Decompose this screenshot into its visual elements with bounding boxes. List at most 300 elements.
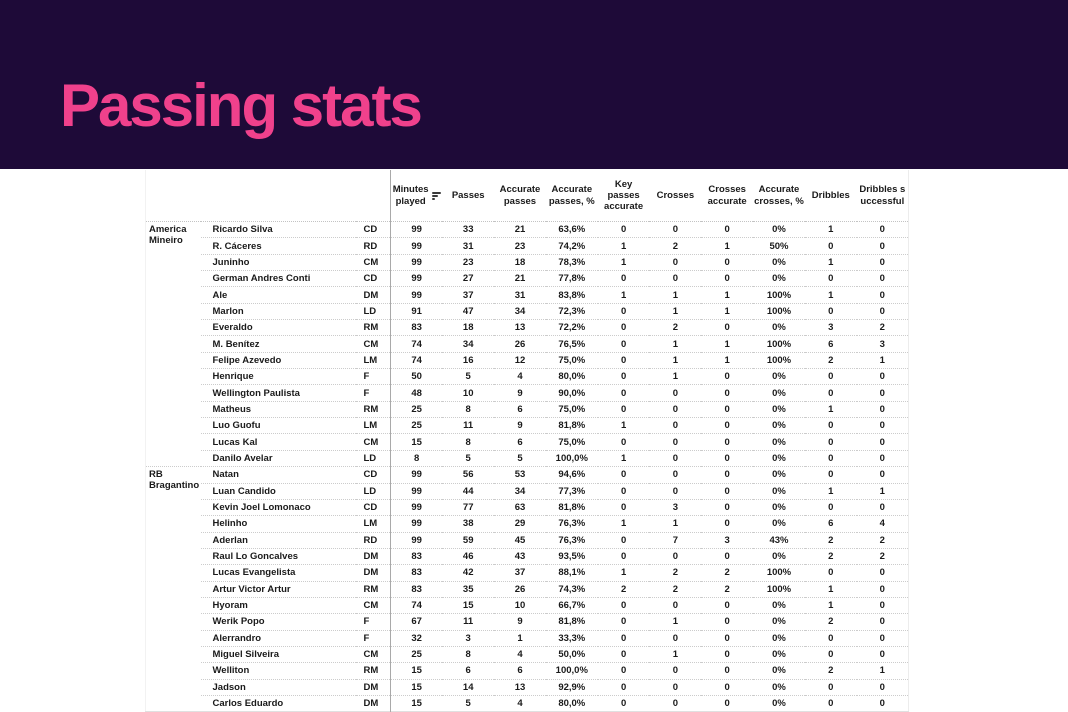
stat-passes: 31 [442, 238, 494, 254]
player-name: Werik Popo [201, 614, 356, 630]
stat-minutes-played: 15 [391, 663, 443, 679]
stat-crosses: 0 [649, 467, 701, 483]
stat-accurate-passes: 23 [494, 238, 546, 254]
table-row [146, 499, 909, 515]
player-position: DM [356, 565, 391, 581]
column-header-minutes-played[interactable] [391, 170, 443, 222]
stat-passes: 42 [442, 565, 494, 581]
stat-minutes-played: 15 [391, 434, 443, 450]
player-position: CM [356, 254, 391, 270]
stat-dribbles-successful: 0 [857, 254, 909, 270]
stat-accurate-passes: 50,0% [546, 646, 598, 662]
stat-passes: 5 [442, 369, 494, 385]
stat-accurate-crosses: 100% [753, 336, 805, 352]
page-title: Passing stats [60, 72, 421, 139]
stat-dribbles: 0 [805, 418, 857, 434]
stat-dribbles: 0 [805, 450, 857, 466]
stat-dribbles: 2 [805, 548, 857, 564]
player-name: German Andres Conti [201, 271, 356, 287]
stat-accurate-passes: 13 [494, 320, 546, 336]
stat-passes: 11 [442, 614, 494, 630]
stat-accurate-passes: 100,0% [546, 450, 598, 466]
stat-key-passes-accurate: 0 [598, 663, 650, 679]
stat-dribbles: 1 [805, 401, 857, 417]
stat-key-passes-accurate: 0 [598, 303, 650, 319]
player-position: RD [356, 532, 391, 548]
stat-dribbles-successful: 0 [857, 597, 909, 613]
stat-accurate-passes: 26 [494, 336, 546, 352]
stat-accurate-crosses: 43% [753, 532, 805, 548]
table-row [146, 532, 909, 548]
stat-dribbles: 1 [805, 597, 857, 613]
stat-dribbles-successful: 0 [857, 614, 909, 630]
player-name: Henrique [201, 369, 356, 385]
stat-accurate-passes: 88,1% [546, 565, 598, 581]
player-name: Juninho [201, 254, 356, 270]
stat-accurate-passes: 100,0% [546, 663, 598, 679]
stat-accurate-passes: 76,3% [546, 516, 598, 532]
table-row [146, 565, 909, 581]
player-position: CD [356, 499, 391, 515]
stat-minutes-played: 99 [391, 467, 443, 483]
player-position: DM [356, 679, 391, 695]
stat-accurate-passes: 94,6% [546, 467, 598, 483]
stat-dribbles-successful: 1 [857, 352, 909, 368]
stat-minutes-played: 25 [391, 401, 443, 417]
stat-accurate-passes: 21 [494, 271, 546, 287]
player-name: Alerrandro [201, 630, 356, 646]
stat-accurate-passes: 81,8% [546, 499, 598, 515]
banner [0, 0, 1068, 169]
stat-accurate-passes: 72,2% [546, 320, 598, 336]
stat-key-passes-accurate: 0 [598, 467, 650, 483]
stat-accurate-passes: 77,8% [546, 271, 598, 287]
stat-crosses-accurate: 1 [701, 238, 753, 254]
stat-dribbles: 1 [805, 222, 857, 238]
stat-key-passes-accurate: 0 [598, 222, 650, 238]
stat-accurate-passes: 6 [494, 401, 546, 417]
stat-minutes-played: 74 [391, 336, 443, 352]
table-row [146, 483, 909, 499]
stat-accurate-crosses: 0% [753, 663, 805, 679]
stat-minutes-played: 99 [391, 271, 443, 287]
stat-key-passes-accurate: 1 [598, 287, 650, 303]
stat-passes: 33 [442, 222, 494, 238]
player-name: Marlon [201, 303, 356, 319]
stat-passes: 23 [442, 254, 494, 270]
stat-dribbles-successful: 2 [857, 548, 909, 564]
stat-accurate-passes: 13 [494, 679, 546, 695]
stat-dribbles: 6 [805, 336, 857, 352]
stat-crosses: 0 [649, 695, 701, 711]
stat-passes: 14 [442, 679, 494, 695]
stat-dribbles: 0 [805, 369, 857, 385]
stat-minutes-played: 74 [391, 352, 443, 368]
stat-key-passes-accurate: 0 [598, 499, 650, 515]
stat-key-passes-accurate: 1 [598, 450, 650, 466]
stat-accurate-passes: 4 [494, 695, 546, 711]
stat-dribbles-successful: 1 [857, 483, 909, 499]
stat-minutes-played: 99 [391, 499, 443, 515]
stat-accurate-crosses: 0% [753, 222, 805, 238]
stat-crosses-accurate: 0 [701, 369, 753, 385]
stat-key-passes-accurate: 0 [598, 271, 650, 287]
stat-accurate-crosses: 0% [753, 516, 805, 532]
stat-crosses-accurate: 0 [701, 254, 753, 270]
table-row [146, 548, 909, 564]
stat-dribbles-successful: 0 [857, 630, 909, 646]
stat-minutes-played: 99 [391, 222, 443, 238]
stat-accurate-passes: 31 [494, 287, 546, 303]
stat-crosses-accurate: 0 [701, 450, 753, 466]
stat-crosses: 0 [649, 548, 701, 564]
stat-crosses: 0 [649, 418, 701, 434]
stat-passes: 6 [442, 663, 494, 679]
player-name: Felipe Azevedo [201, 352, 356, 368]
stat-accurate-passes: 74,3% [546, 581, 598, 597]
column-header-crosses-accurate: Crosses accurate [701, 170, 753, 222]
stat-accurate-crosses: 0% [753, 679, 805, 695]
stat-passes: 8 [442, 401, 494, 417]
stat-minutes-played: 8 [391, 450, 443, 466]
stat-minutes-played: 48 [391, 385, 443, 401]
stat-key-passes-accurate: 0 [598, 630, 650, 646]
table-row [146, 320, 909, 336]
stat-dribbles-successful: 0 [857, 385, 909, 401]
player-name: Ricardo Silva [201, 222, 356, 238]
stat-dribbles: 2 [805, 663, 857, 679]
stat-dribbles-successful: 0 [857, 238, 909, 254]
stat-crosses: 1 [649, 369, 701, 385]
column-header-crosses: Crosses [649, 170, 701, 222]
stat-crosses: 1 [649, 352, 701, 368]
stat-accurate-passes: 9 [494, 385, 546, 401]
stat-passes: 16 [442, 352, 494, 368]
stat-key-passes-accurate: 1 [598, 418, 650, 434]
stat-dribbles-successful: 1 [857, 663, 909, 679]
stat-crosses-accurate: 0 [701, 483, 753, 499]
stat-dribbles: 0 [805, 303, 857, 319]
stat-accurate-crosses: 0% [753, 320, 805, 336]
player-position: F [356, 614, 391, 630]
player-position: RM [356, 581, 391, 597]
stat-accurate-passes: 75,0% [546, 434, 598, 450]
stat-key-passes-accurate: 0 [598, 369, 650, 385]
player-position: F [356, 369, 391, 385]
stat-dribbles: 0 [805, 271, 857, 287]
stat-accurate-passes: 90,0% [546, 385, 598, 401]
stat-key-passes-accurate: 0 [598, 434, 650, 450]
stat-dribbles: 1 [805, 287, 857, 303]
stat-crosses-accurate: 0 [701, 663, 753, 679]
player-position: DM [356, 548, 391, 564]
stat-accurate-crosses: 0% [753, 548, 805, 564]
player-name: Everaldo [201, 320, 356, 336]
stat-accurate-crosses: 100% [753, 565, 805, 581]
column-header-dribbles: Dribbles [805, 170, 857, 222]
table-row [146, 271, 909, 287]
player-position: CM [356, 434, 391, 450]
stat-crosses-accurate: 0 [701, 222, 753, 238]
stat-accurate-passes: 43 [494, 548, 546, 564]
stat-key-passes-accurate: 0 [598, 385, 650, 401]
stat-crosses: 0 [649, 450, 701, 466]
stat-accurate-crosses: 0% [753, 418, 805, 434]
stat-accurate-passes: 18 [494, 254, 546, 270]
stat-accurate-crosses: 0% [753, 271, 805, 287]
stat-key-passes-accurate: 0 [598, 401, 650, 417]
stat-dribbles: 2 [805, 352, 857, 368]
stat-dribbles: 6 [805, 516, 857, 532]
stat-passes: 18 [442, 320, 494, 336]
stat-key-passes-accurate: 0 [598, 320, 650, 336]
header-spacer-position [356, 170, 391, 222]
stat-crosses-accurate: 0 [701, 320, 753, 336]
player-name: Luan Candido [201, 483, 356, 499]
stat-crosses: 0 [649, 385, 701, 401]
stat-passes: 34 [442, 336, 494, 352]
column-header-accurate-crosses: Accurate crosses, % [753, 170, 805, 222]
stat-crosses: 0 [649, 434, 701, 450]
stat-crosses-accurate: 1 [701, 303, 753, 319]
stat-dribbles-successful: 2 [857, 320, 909, 336]
stat-accurate-passes: 29 [494, 516, 546, 532]
player-position: DM [356, 287, 391, 303]
sort-descending-icon[interactable] [432, 191, 441, 201]
stat-accurate-crosses: 0% [753, 450, 805, 466]
team-name: RB Bragantino [146, 467, 201, 712]
stat-accurate-crosses: 0% [753, 695, 805, 711]
stat-crosses-accurate: 0 [701, 516, 753, 532]
stat-crosses: 0 [649, 630, 701, 646]
stat-accurate-passes: 78,3% [546, 254, 598, 270]
passing-stats-table [145, 170, 909, 712]
player-name: Aderlan [201, 532, 356, 548]
stat-crosses: 0 [649, 483, 701, 499]
stat-key-passes-accurate: 1 [598, 254, 650, 270]
stat-dribbles-successful: 0 [857, 646, 909, 662]
stat-dribbles-successful: 4 [857, 516, 909, 532]
stat-crosses: 0 [649, 222, 701, 238]
header-spacer-team [146, 170, 201, 222]
stat-accurate-passes: 4 [494, 369, 546, 385]
stat-passes: 56 [442, 467, 494, 483]
stat-dribbles: 2 [805, 532, 857, 548]
stat-accurate-crosses: 100% [753, 352, 805, 368]
stat-passes: 59 [442, 532, 494, 548]
stat-minutes-played: 99 [391, 483, 443, 499]
stat-passes: 37 [442, 287, 494, 303]
stat-crosses: 3 [649, 499, 701, 515]
stat-accurate-passes: 26 [494, 581, 546, 597]
stat-dribbles-successful: 0 [857, 565, 909, 581]
stat-accurate-passes: 9 [494, 418, 546, 434]
stat-crosses-accurate: 0 [701, 271, 753, 287]
stat-key-passes-accurate: 0 [598, 597, 650, 613]
stat-crosses-accurate: 0 [701, 614, 753, 630]
stat-minutes-played: 91 [391, 303, 443, 319]
stats-table-container [145, 170, 909, 712]
stat-accurate-passes: 4 [494, 646, 546, 662]
table-row [146, 254, 909, 270]
column-header-dribbles-successful: Dribbles successful [857, 170, 909, 222]
player-position: DM [356, 695, 391, 711]
stat-crosses-accurate: 0 [701, 401, 753, 417]
stat-accurate-passes: 80,0% [546, 369, 598, 385]
stat-accurate-crosses: 50% [753, 238, 805, 254]
player-name: Matheus [201, 401, 356, 417]
table-row [146, 695, 909, 711]
stat-accurate-passes: 63,6% [546, 222, 598, 238]
stat-accurate-crosses: 0% [753, 385, 805, 401]
player-name: R. Cáceres [201, 238, 356, 254]
stat-dribbles: 0 [805, 434, 857, 450]
stat-minutes-played: 99 [391, 287, 443, 303]
stat-accurate-passes: 21 [494, 222, 546, 238]
stat-crosses-accurate: 1 [701, 352, 753, 368]
stat-crosses: 1 [649, 516, 701, 532]
stat-dribbles: 1 [805, 483, 857, 499]
stat-accurate-passes: 34 [494, 483, 546, 499]
stat-crosses-accurate: 0 [701, 597, 753, 613]
stat-passes: 47 [442, 303, 494, 319]
stat-dribbles-successful: 0 [857, 418, 909, 434]
stat-passes: 11 [442, 418, 494, 434]
stat-accurate-passes: 74,2% [546, 238, 598, 254]
stat-accurate-passes: 9 [494, 614, 546, 630]
stat-minutes-played: 25 [391, 418, 443, 434]
table-row [146, 401, 909, 417]
table-row [146, 450, 909, 466]
table-row [146, 614, 909, 630]
stat-accurate-crosses: 0% [753, 434, 805, 450]
column-header-passes: Passes [442, 170, 494, 222]
stat-accurate-passes: 12 [494, 352, 546, 368]
stat-crosses-accurate: 2 [701, 565, 753, 581]
stat-accurate-passes: 80,0% [546, 695, 598, 711]
stat-passes: 5 [442, 695, 494, 711]
stat-crosses-accurate: 0 [701, 467, 753, 483]
stat-dribbles-successful: 0 [857, 369, 909, 385]
stat-crosses-accurate: 0 [701, 630, 753, 646]
stat-accurate-passes: 81,8% [546, 614, 598, 630]
stat-dribbles-successful: 0 [857, 695, 909, 711]
table-row [146, 597, 909, 613]
stat-crosses-accurate: 2 [701, 581, 753, 597]
player-name: Artur Victor Artur [201, 581, 356, 597]
player-position: RM [356, 401, 391, 417]
stat-crosses-accurate: 0 [701, 548, 753, 564]
stat-accurate-passes: 33,3% [546, 630, 598, 646]
stat-passes: 27 [442, 271, 494, 287]
stat-accurate-passes: 66,7% [546, 597, 598, 613]
table-row [146, 630, 909, 646]
stat-dribbles-successful: 0 [857, 581, 909, 597]
stat-accurate-passes: 63 [494, 499, 546, 515]
player-name: Kevin Joel Lomonaco [201, 499, 356, 515]
stat-dribbles-successful: 0 [857, 271, 909, 287]
stat-dribbles-successful: 3 [857, 336, 909, 352]
table-row [146, 467, 909, 483]
stat-minutes-played: 99 [391, 516, 443, 532]
stat-minutes-played: 74 [391, 597, 443, 613]
stat-accurate-crosses: 100% [753, 581, 805, 597]
player-position: RM [356, 320, 391, 336]
stat-accurate-passes: 5 [494, 450, 546, 466]
stat-crosses-accurate: 0 [701, 646, 753, 662]
stat-crosses: 0 [649, 663, 701, 679]
stat-passes: 3 [442, 630, 494, 646]
player-name: Raul Lo Goncalves [201, 548, 356, 564]
player-name: Lucas Evangelista [201, 565, 356, 581]
header-spacer-player [201, 170, 356, 222]
stat-accurate-crosses: 0% [753, 254, 805, 270]
stat-key-passes-accurate: 0 [598, 352, 650, 368]
stat-dribbles-successful: 0 [857, 450, 909, 466]
stat-key-passes-accurate: 1 [598, 238, 650, 254]
player-name: Jadson [201, 679, 356, 695]
player-position: LD [356, 450, 391, 466]
stat-crosses-accurate: 0 [701, 695, 753, 711]
stat-dribbles: 0 [805, 679, 857, 695]
stat-accurate-crosses: 0% [753, 597, 805, 613]
column-header-accurate-passes: Accurate passes, % [546, 170, 598, 222]
stat-accurate-passes: 72,3% [546, 303, 598, 319]
player-position: RD [356, 238, 391, 254]
table-row [146, 646, 909, 662]
player-position: LM [356, 516, 391, 532]
stat-crosses: 2 [649, 320, 701, 336]
stat-dribbles-successful: 0 [857, 434, 909, 450]
player-position: CM [356, 597, 391, 613]
stat-accurate-passes: 34 [494, 303, 546, 319]
stat-minutes-played: 99 [391, 254, 443, 270]
stat-passes: 5 [442, 450, 494, 466]
stat-crosses-accurate: 1 [701, 336, 753, 352]
stat-accurate-passes: 10 [494, 597, 546, 613]
table-row [146, 303, 909, 319]
player-position: LD [356, 483, 391, 499]
player-name: Hyoram [201, 597, 356, 613]
stat-crosses: 0 [649, 679, 701, 695]
stat-minutes-played: 99 [391, 238, 443, 254]
stat-minutes-played: 15 [391, 695, 443, 711]
stat-passes: 38 [442, 516, 494, 532]
stat-dribbles: 0 [805, 565, 857, 581]
column-header-key-passes-accurate: Key passes accurate [598, 170, 650, 222]
stat-passes: 15 [442, 597, 494, 613]
stat-passes: 8 [442, 646, 494, 662]
stat-accurate-crosses: 0% [753, 467, 805, 483]
stat-dribbles: 2 [805, 614, 857, 630]
stat-crosses-accurate: 3 [701, 532, 753, 548]
stat-accurate-crosses: 0% [753, 614, 805, 630]
stat-key-passes-accurate: 0 [598, 679, 650, 695]
player-name: Welliton [201, 663, 356, 679]
stat-accurate-passes: 37 [494, 565, 546, 581]
player-position: F [356, 385, 391, 401]
column-header-accurate-passes: Accurate passes [494, 170, 546, 222]
stat-dribbles: 0 [805, 238, 857, 254]
table-row [146, 385, 909, 401]
player-name: Natan [201, 467, 356, 483]
stat-crosses: 2 [649, 581, 701, 597]
stat-dribbles: 0 [805, 646, 857, 662]
table-row [146, 222, 909, 238]
stat-minutes-played: 67 [391, 614, 443, 630]
stat-accurate-passes: 76,3% [546, 532, 598, 548]
stat-dribbles-successful: 0 [857, 401, 909, 417]
